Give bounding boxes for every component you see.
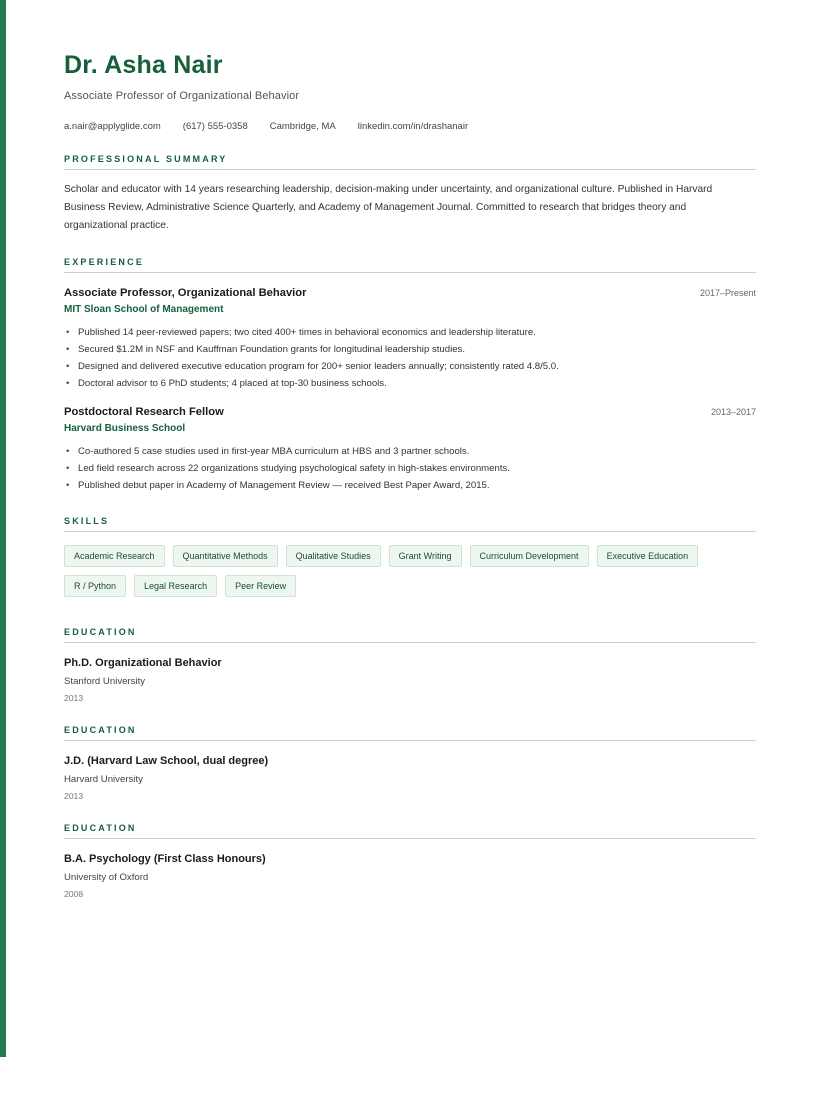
bullet-icon: • bbox=[66, 361, 70, 372]
bullet-icon: • bbox=[66, 480, 70, 491]
experience-item bbox=[64, 287, 756, 392]
experience-bullets bbox=[64, 443, 756, 494]
skill-chip: Legal Research bbox=[134, 575, 217, 597]
bullet-text: Secured $1.2M in NSF and Kauffman Foundation grants for longitudinal leadership studies. bbox=[78, 344, 466, 355]
list-item bbox=[64, 341, 756, 358]
bullet-text: Published debut paper in Academy of Management Review — received Best Paper Award, 2015. bbox=[78, 480, 490, 491]
resume-content bbox=[64, 50, 756, 899]
bullet-icon: • bbox=[66, 344, 70, 355]
experience-item bbox=[64, 406, 756, 494]
skill-chip: Quantitative Methods bbox=[173, 545, 278, 567]
section-heading-experience: EXPERIENCE bbox=[64, 257, 145, 267]
skill-chip: Curriculum Development bbox=[470, 545, 589, 567]
experience-bullets bbox=[64, 324, 756, 392]
education-year: 2008 bbox=[64, 889, 84, 899]
section-heading-summary: PROFESSIONAL SUMMARY bbox=[64, 154, 228, 164]
education-item bbox=[64, 657, 756, 703]
bullet-text: Published 14 peer-reviewed papers; two cited 400+ times in behavioral economics and leadership literature. bbox=[78, 327, 536, 338]
experience-organization: MIT Sloan School of Management bbox=[64, 304, 224, 315]
experience-header bbox=[64, 287, 756, 299]
accent-rail bbox=[0, 0, 6, 1057]
education-degree: Ph.D. Organizational Behavior bbox=[64, 657, 222, 669]
section-education bbox=[64, 823, 756, 899]
section-skills bbox=[64, 516, 756, 605]
bullet-text: Doctoral advisor to 6 PhD students; 4 placed at top-30 business schools. bbox=[78, 378, 387, 389]
experience-role: Associate Professor, Organizational Behavior bbox=[64, 287, 307, 299]
education-degree: J.D. (Harvard Law School, dual degree) bbox=[64, 755, 269, 767]
experience-dates: 2017–Present bbox=[699, 288, 756, 298]
experience-organization: Harvard Business School bbox=[64, 423, 186, 434]
list-item bbox=[64, 477, 756, 494]
bullet-icon: • bbox=[66, 327, 70, 338]
skill-chip: Executive Education bbox=[597, 545, 699, 567]
skill-chip: R / Python bbox=[64, 575, 126, 597]
section-divider bbox=[64, 272, 756, 273]
contact-row bbox=[64, 121, 756, 132]
section-divider bbox=[64, 740, 756, 741]
contact-email[interactable]: a.nair@applyglide.com bbox=[64, 121, 161, 132]
section-heading-education: EDUCATION bbox=[64, 823, 137, 833]
professional-title: Associate Professor of Organizational Behavior bbox=[64, 90, 300, 102]
section-heading-education: EDUCATION bbox=[64, 627, 137, 637]
list-item bbox=[64, 324, 756, 341]
skill-chip: Grant Writing bbox=[389, 545, 462, 567]
education-school: Stanford University bbox=[64, 676, 146, 687]
education-year: 2013 bbox=[64, 791, 84, 801]
education-degree: B.A. Psychology (First Class Honours) bbox=[64, 853, 266, 865]
skills-list bbox=[64, 545, 756, 605]
section-heading-education: EDUCATION bbox=[64, 725, 137, 735]
section-education bbox=[64, 627, 756, 703]
page-title: Dr. Asha Nair bbox=[64, 51, 223, 79]
section-education bbox=[64, 725, 756, 801]
contact-linkedin[interactable]: linkedin.com/in/drashanair bbox=[357, 121, 469, 132]
list-item bbox=[64, 443, 756, 460]
education-school: Harvard University bbox=[64, 774, 143, 785]
bullet-text: Co-authored 5 case studies used in first-year MBA curriculum at HBS and 3 partner schools. bbox=[78, 446, 470, 457]
bullet-text: Led field research across 22 organizations studying psychological safety in high-stakes environments. bbox=[78, 463, 510, 474]
section-divider bbox=[64, 642, 756, 643]
section-divider bbox=[64, 169, 756, 170]
education-item bbox=[64, 755, 756, 801]
bullet-icon: • bbox=[66, 378, 70, 389]
section-experience bbox=[64, 257, 756, 494]
section-professional-summary bbox=[64, 154, 756, 235]
education-school: University of Oxford bbox=[64, 872, 149, 883]
list-item bbox=[64, 375, 756, 392]
summary-text: Scholar and educator with 14 years researching leadership, decision-making under uncertainty, and organizational culture. Published in Harvard Business Review, Administrative Science Quarterly, and Academy of Management Journal. Committed to research that bridges theory and organizational practice. bbox=[64, 184, 713, 231]
bullet-text: Designed and delivered executive education program for 200+ senior leaders annually; consistently rated 4.8/5.0. bbox=[78, 361, 559, 372]
section-divider bbox=[64, 531, 756, 532]
list-item bbox=[64, 358, 756, 375]
contact-phone: (617) 555-0358 bbox=[182, 121, 248, 132]
education-year: 2013 bbox=[64, 693, 84, 703]
section-heading-skills: SKILLS bbox=[64, 516, 110, 526]
list-item bbox=[64, 460, 756, 477]
education-item bbox=[64, 853, 756, 899]
skill-chip: Academic Research bbox=[64, 545, 165, 567]
section-divider bbox=[64, 838, 756, 839]
bullet-icon: • bbox=[66, 446, 70, 457]
skill-chip: Peer Review bbox=[225, 575, 296, 597]
experience-dates: 2013–2017 bbox=[710, 407, 756, 417]
contact-location: Cambridge, MA bbox=[269, 121, 336, 132]
skill-chip: Qualitative Studies bbox=[286, 545, 381, 567]
bullet-icon: • bbox=[66, 463, 70, 474]
experience-role: Postdoctoral Research Fellow bbox=[64, 406, 224, 418]
experience-header bbox=[64, 406, 756, 418]
